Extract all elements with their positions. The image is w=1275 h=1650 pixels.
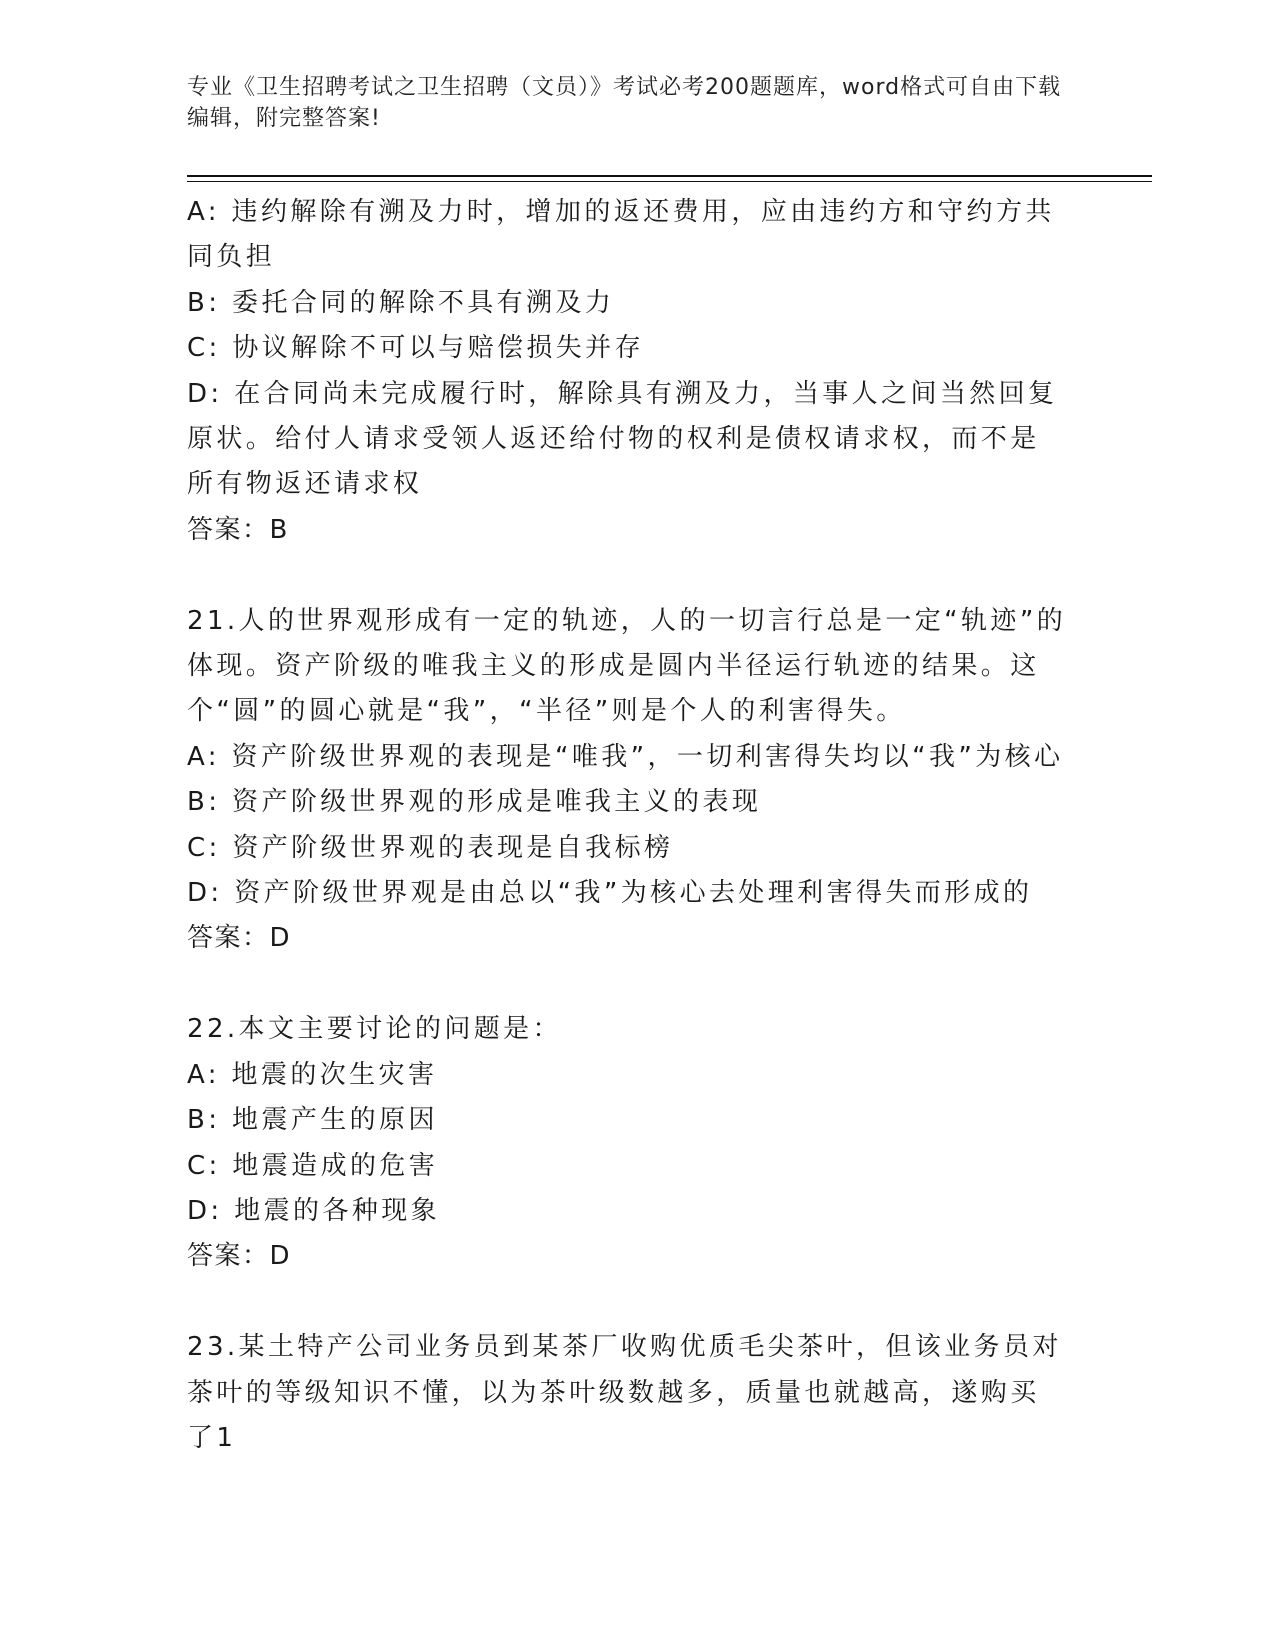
option-d: D: 资产阶级世界观是由总以“我”为核心去处理利害得失而形成的 [187,878,1033,909]
document-body [187,190,1067,1461]
question-stem: 23.某土特产公司业务员到某茶厂收购优质毛尖茶叶，但该业务员对茶叶的等级知识不懂，以为茶叶级数越多，质量也就越高，遂购买了1 [187,1332,1062,1453]
option-a: A: 资产阶级世界观的表现是“唯我”，一切利害得失均以“我”为核心 [187,741,1064,772]
question-spacer [187,1280,1067,1325]
document-header: 专业《卫生招聘考试之卫生招聘（文员）》考试必考200题题库，word格式可自由下载编辑，附完整答案! [187,75,1062,131]
option-c: C: 地震造成的危害 [187,1150,439,1181]
question-spacer [187,553,1067,598]
question-spacer [187,962,1067,1007]
question-block-21 [187,599,1067,962]
header-divider-thin [187,181,1152,182]
option-c: C: 协议解除不可以与赔偿损失并存 [187,333,644,364]
answer-text: 答案：D [187,1241,292,1272]
question-block-previous [187,190,1067,553]
option-b: B: 委托合同的解除不具有溯及力 [187,287,615,318]
option-c: C: 资产阶级世界观的表现是自我标榜 [187,832,674,863]
question-stem: 21.人的世界观形成有一定的轨迹，人的一切言行总是一定“轨迹”的体现。资产阶级的唯我主义的形成是圆内半径运行轨迹的结果。这个“圆”的圆心就是“我”，“半径”则是个人的利害得失。 [187,605,1067,727]
option-b: B: 资产阶级世界观的形成是唯我主义的表现 [187,787,762,818]
question-block-23 [187,1325,1067,1461]
answer-text: 答案：B [187,514,289,545]
question-block-22 [187,1007,1067,1279]
answer-text: 答案：D [187,923,292,954]
option-d: D: 地震的各种现象 [187,1195,441,1226]
option-b: B: 地震产生的原因 [187,1105,438,1136]
option-a: A: 地震的次生灾害 [187,1059,438,1090]
header-divider-thick [187,175,1152,177]
option-d: D: 在合同尚未完成履行时，解除具有溯及力，当事人之间当然回复原状。给付人请求受领人返还给付物的权利是债权请求权，而不是所有物返还请求权 [187,378,1058,500]
question-stem: 22.本文主要讨论的问题是： [187,1014,562,1045]
option-a: A: 违约解除有溯及力时，增加的返还费用，应由违约方和守约方共同负担 [187,197,1055,273]
